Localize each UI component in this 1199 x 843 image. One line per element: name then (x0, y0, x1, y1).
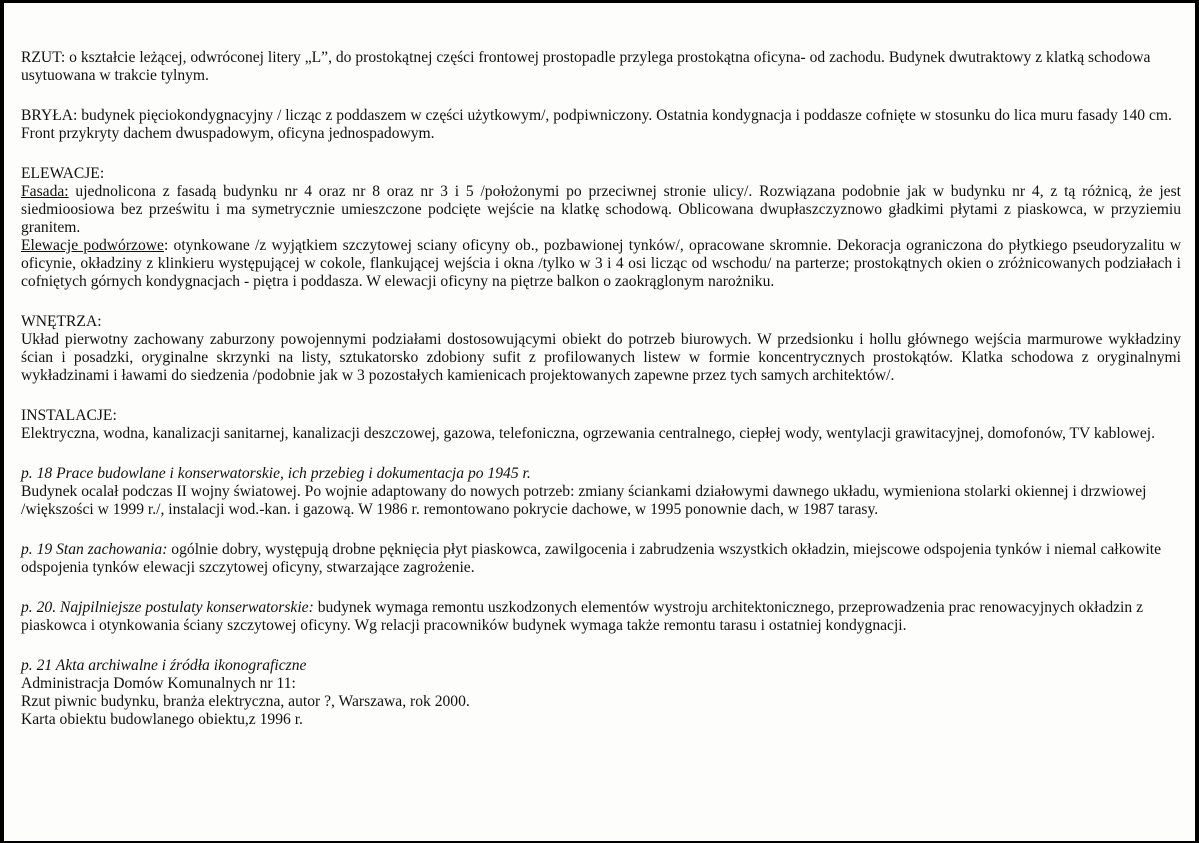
document-page (4, 3, 1195, 841)
rzut-text: o kształcie leżącej, odwróconej litery „L”, do prostokątnej części frontowej prostopadle przylega prostokątna oficyna- od zachodu. Budynek dwutraktowy z klatką schodowa usytuowana w trakcie tylnym. (21, 49, 1151, 84)
section-p21 (21, 657, 1181, 729)
fasada-label: Fasada: (21, 183, 69, 200)
wnetrza-heading: WNĘTRZA: (21, 313, 102, 330)
bryla-paragraph (21, 107, 1181, 143)
section-p19 (21, 541, 1181, 577)
p20-heading: p. 20. Najpilniejsze postulaty konserwatorskie: (21, 599, 314, 616)
p21-line: Karta obiektu budowlanego obiektu,z 1996 r. (21, 711, 303, 728)
p21-line: Administracja Domów Komunalnych nr 11: (21, 675, 296, 692)
p19-text: ogólnie dobry, występują drobne pęknięcia płyt piaskowca, zawilgocenia i zabrudzenia wszystkich okładzin, miejscowe odspojenia tynków i niemal całkowite odspojenia tynków elewacji szczytowej oficyny, stwarzające zagrożenie. (21, 541, 1162, 576)
section-wnetrza (21, 313, 1181, 385)
section-p18 (21, 465, 1181, 519)
rzut-label: RZUT: (21, 49, 66, 66)
section-elewacje (21, 165, 1181, 291)
p19-paragraph (21, 541, 1181, 577)
bryla-text: budynek pięciokondygnacyjny / licząc z poddaszem w części użytkowym/, podpiwniczony. Ostatnia kondygnacja i poddasze cofnięte w stosunku do lica muru fasady 140 cm. Front przykryty dachem dwuspadowym, oficyna jednospadowym. (21, 107, 1172, 142)
section-bryla (21, 107, 1181, 143)
rzut-paragraph (21, 49, 1181, 85)
p18-text: Budynek ocalał podczas II wojny światowej. Po wojnie adaptowany do nowych potrzeb: zmiany ściankami działowymi dawnego układu, wymieniona stolarki okiennej i drzwiowej /większości w 1999 r./, instalacji wod.-kan. i gazową. W 1986 r. remontowano pokrycie dachowe, w 1995 ponownie dach, w 1987 tarasy. (21, 483, 1147, 518)
document-body (21, 49, 1181, 751)
podworzowe-paragraph (21, 237, 1181, 291)
p21-heading: p. 21 Akta archiwalne i źródła ikonograficzne (21, 657, 307, 674)
section-rzut (21, 49, 1181, 85)
p20-paragraph (21, 599, 1181, 635)
instalacje-text: Elektryczna, wodna, kanalizacji sanitarnej, kanalizacji deszczowej, gazowa, telefoniczna, ogrzewania centralnego, ciepłej wody, wentylacji grawitacyjnej, domofonów, TV kablowej. (21, 425, 1155, 442)
bryla-label: BRYŁA: (21, 107, 78, 124)
section-instalacje (21, 407, 1181, 443)
fasada-paragraph (21, 183, 1181, 237)
p21-line: Rzut piwnic budynku, branża elektryczna, autor ?, Warszawa, rok 2000. (21, 693, 470, 710)
p19-heading: p. 19 Stan zachowania: (21, 541, 168, 558)
podworzowe-label: Elewacje podwórzowe (21, 237, 164, 254)
elewacje-heading: ELEWACJE: (21, 165, 105, 182)
podworzowe-text: : otynkowane /z wyjątkiem szczytowej sciany oficyny ob., pozbawionej tynków/, opracowane skromnie. Dekoracja ograniczona do płytkiego pseudoryzalitu w oficynie, okładziny z klinkieru występującej w cokole, flankującej wejścia i okna /tylko w 3 i 4 osi licząc od wschodu/ na parterze; prostokątnych okien o zróżnicowanych podziałach i cofniętych górnych kondygnacjach - piętra i poddasza. W elewacji oficyny na piętrze balkon o zaokrąglonym narożniku. (21, 237, 1181, 290)
p18-heading: p. 18 Prace budowlane i konserwatorskie, ich przebieg i dokumentacja po 1945 r. (21, 465, 531, 482)
fasada-text: ujednolicona z fasadą budynku nr 4 oraz nr 8 oraz nr 3 i 5 /położonymi po przeciwnej stronie ulicy/. Rozwiązana podobnie jak w budynku nr 4, z tą różnicą, że jest siedmioosiowa bez prześwitu i ma symetrycznie umieszczone podcięte wejście na klatkę schodową. Oblicowana dwupłaszczyznowo gładkimi płytami z piaskowca, w przyziemiu granitem. (21, 183, 1181, 236)
section-p20 (21, 599, 1181, 635)
p20-text: budynek wymaga remontu uszkodzonych elementów wystroju architektonicznego, przeprowadzenia prac renowacyjnych okładzin z piaskowca i otynkowania ściany szczytowej oficyny. Wg relacji pracowników budynek wymaga także remontu tarasu i ostatniej kondygnacji. (21, 599, 1143, 634)
wnetrza-text: Układ pierwotny zachowany zaburzony powojennymi podziałami dostosowującymi obiekt do potrzeb biurowych. W przedsionku i hollu głównego wejścia marmurowe wykładziny ścian i posadzki, oryginalne skrzynki na listy, sztukatorsko zdobiony sufit z profilowanych listew w formie koncentrycznych prostokątów. Klatka schodowa z oryginalnymi wykładzinami i ławami do siedzenia /podobnie jak w 3 pozostałych kamienicach projektowanych zapewne przez tych samych architektów/. (21, 331, 1181, 384)
instalacje-heading: INSTALACJE: (21, 407, 117, 424)
